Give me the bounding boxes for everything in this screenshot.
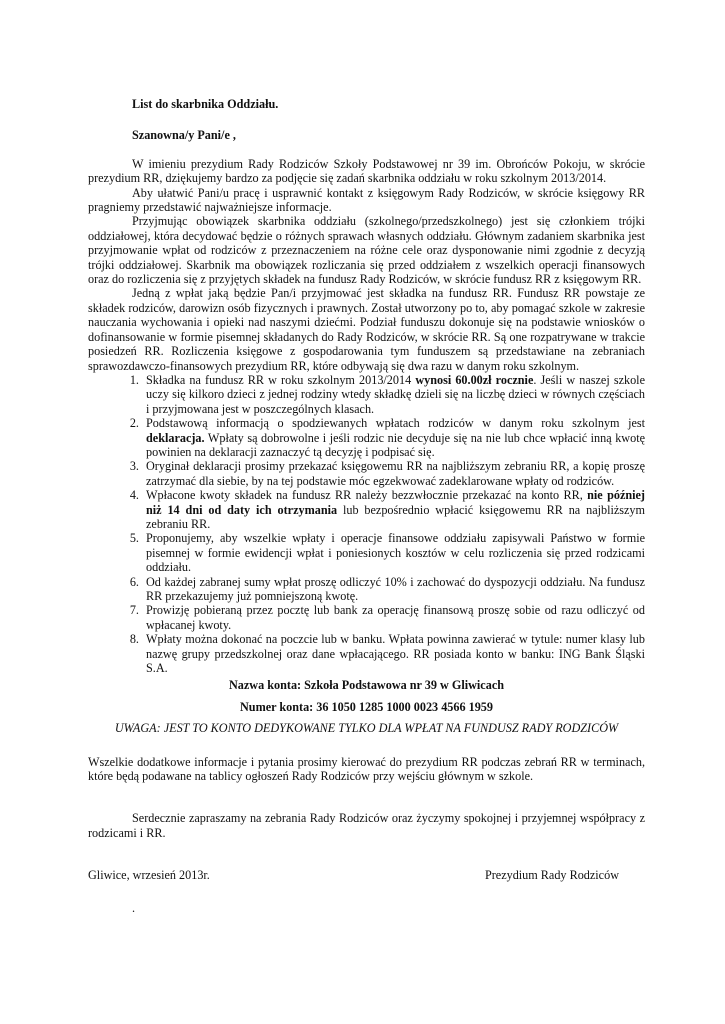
list-item: 1. Składka na fundusz RR w roku szkolnym 2013/2014 wynosi 60.00zł rocznie. Jeśli w naszej szkole uczy się kilkoro dzieci z jednej rodziny wtedy składkę dzieli się na liczbę dzieci w równych częściach i przyjmowana jest w poszczególnych klasach. [142,373,645,416]
list-item: 8. Wpłaty można dokonać na poczcie lub w banku. Wpłata powinna zawierać w tytule: numer klasy lub nazwę grupy przedszkolnej oraz dane wpłacającego. RR posiada konto w banku: ING Bank Śląski S.A. [142,632,645,675]
list-item: 4. Wpłacone kwoty składek na fundusz RR należy bezzwłocznie przekazać na konto RR, nie później niż 14 dni od daty ich otrzymania lub bezpośrednio wpłacić księgowemu RR na najbliższym zebraniu RR. [142,488,645,531]
place-date: Gliwice, wrzesień 2013r. [88,868,210,883]
trailing-mark: . [132,900,136,915]
list-item: 2. Podstawową informacją o spodziewanych wpłatach rodziców w danym roku szkolnym jest deklaracja. Wpłaty są dobrowolne i jeśli rodzic nie decyduje się na nie lub chce wpłacić inną kwotę powinien na deklaracji zaznaczyć tą decyzję i podpisać się. [142,416,645,459]
instructions-list [88,373,645,676]
signature: Prezydium Rady Rodziców [484,868,619,883]
paragraph-intro: W imieniu prezydium Rady Rodziców Szkoły Podstawowej nr 39 im. Obrońców Pokoju, w skrócie prezydium RR, dziękujemy bardzo za podjęcie się zadań skarbnika oddziału w roku szkolnym 2013/2014. [88,156,645,186]
paragraph-fund: Jedną z wpłat jaką będzie Pan/i przyjmować jest składka na fundusz RR. Fundusz RR powstaje ze składek rodziców, darowizn osób fizycznych i prawnych. Został utworzony po to, aby pomagać szkole w zakresie nauczania wychowania i opieki nad naszymi dziećmi. Podział funduszu dokonuje się na podstawie wniosków o dofinansowanie w formie pisemnej składanych do Rady Rodziców, w skrócie RR. Są one rozpatrywane w trakcie posiedzeń RR. Rozliczenia księgowe z gospodarowania tym funduszem są przedstawiane na zebraniach sprawozdawczo-finansowych prezydium RR, które odbywają się dwa razu w danym roku szkolnym. [88,286,645,373]
paragraph-purpose: Aby ułatwić Pani/u pracę i usprawnić kontakt z księgowym Rady Rodziców, w skrócie księgowy RR pragniemy przedstawić najważniejsze informacje. [88,185,645,215]
account-warning: UWAGA: JEST TO KONTO DEDYKOWANE TYLKO DLA WPŁAT NA FUNDUSZ RADY RODZICÓW [114,721,619,736]
list-item: 7. Prowizję pobieraną przez pocztę lub bank za operację finansową proszę sobie od razu odliczyć od wpłacanej kwoty. [142,603,645,632]
letter-footer [88,868,645,882]
account-number: Numer konta: 36 1050 1285 1000 0023 4566 1959 [239,699,493,714]
list-item: 5. Proponujemy, aby wszelkie wpłaty i operacje finansowe oddziału zapisywali Państwo w formie pisemnej w formie ewidencji wpłat i poniesionych kosztów w celu rozliczenia się przed rodzicami oddziału. [142,531,645,574]
list-item: 6. Od każdej zabranej sumy wpłat proszę odliczyć 10% i zachować do dyspozycji oddziału. Na fundusz RR przekazujemy już pomniejszoną kwotę. [142,575,645,604]
paragraph-duties: Przyjmując obowiązek skarbnika oddziału (szkolnego/przedszkolnego) jest się członkiem trójki oddziałowej, która decydować będzie o różnych sprawach własnych oddziału. Głównym zadaniem skarbnika jest przyjmowanie wpłat od rodziców z przeznaczeniem na różne cele oraz dysponowanie nimi zgodnie z decyzją trójki oddziałowej. Skarbnik ma obowiązek rozliczania się przed oddziałem z wszelkich operacji finansowych oraz do rozliczenia się z przyjętych składek na fundusz Rady Rodziców, w skrócie fundusz RR z księgowym RR. [88,214,645,287]
list-item: 3. Oryginał deklaracji prosimy przekazać księgowemu RR na najbliższym zebraniu RR, a kopię proszę zatrzymać dla siebie, by na tej podstawie móc egzekwować zadeklarowane wpłaty od rodziców. [142,459,645,488]
letter-greeting: Szanowna/y Pani/e , [132,128,236,143]
account-name: Nazwa konta: Szkoła Podstawowa nr 39 w Gliwicach [228,678,505,693]
letter-title: List do skarbnika Oddziału. [132,97,279,111]
additional-info: Wszelkie dodatkowe informacje i pytania prosimy kierować do prezydium RR podczas zebrań RR w terminach, które będą podawane na tablicy ogłoszeń Rady Rodziców przy wejściu głównym w szkole. [88,754,645,784]
invitation: Serdecznie zapraszamy na zebrania Rady Rodziców oraz życzymy spokojnej i przyjemnej współpracy z rodzicami i RR. [88,811,645,840]
